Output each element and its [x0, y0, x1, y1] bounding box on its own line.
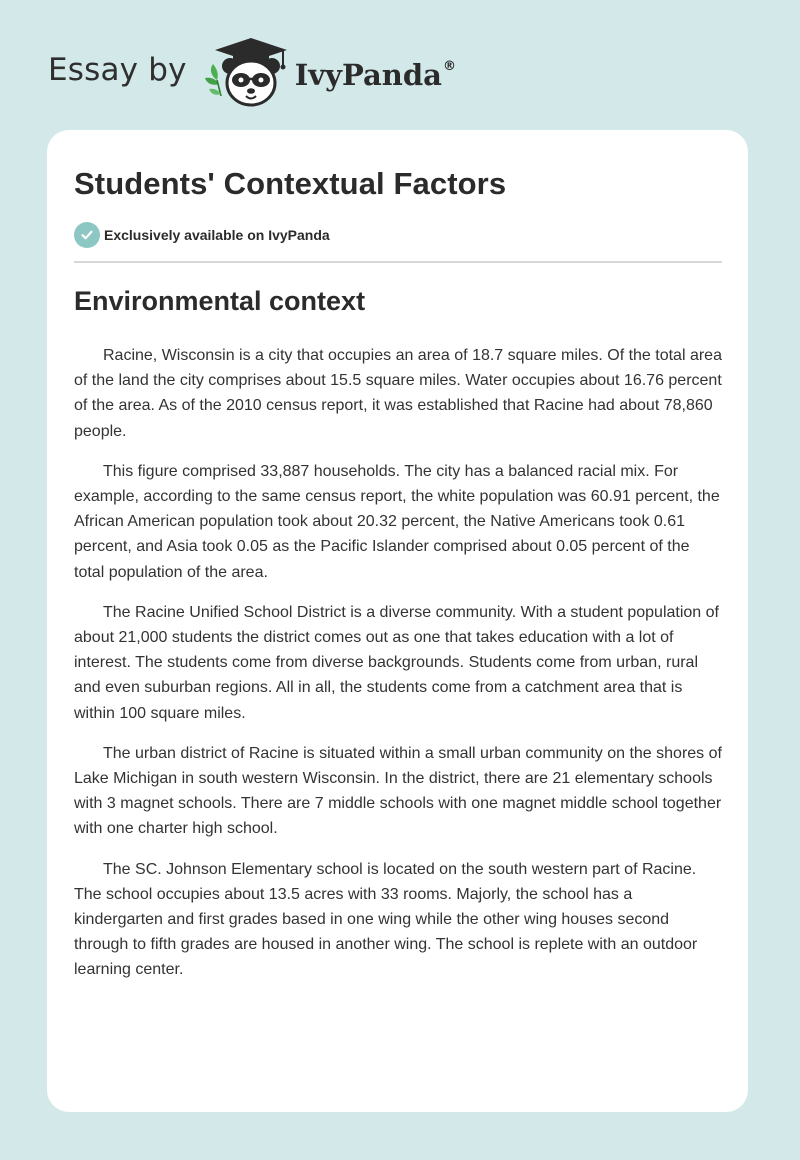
- exclusive-badge: [74, 222, 330, 248]
- brand-name-text: IvyPanda: [294, 58, 442, 92]
- paragraph: This figure comprised 33,887 households. The city has a balanced racial mix. For example, according to the same census report, the white population was 60.91 percent, the African American population took about 20.32 percent, the Native Americans took 0.61 percent, and Asia took 0.05 as the Pacific Islander comprised about 0.05 percent of the total population of the area.: [74, 462, 720, 581]
- check-circle-icon: [74, 222, 100, 248]
- panda-graduate-logo-icon: [203, 36, 291, 112]
- essay-card: [47, 130, 748, 1112]
- registered-mark: ®: [442, 59, 456, 75]
- exclusive-badge-text: Exclusively available on IvyPanda: [104, 227, 330, 243]
- brand-header[interactable]: [48, 34, 456, 114]
- section-heading: Environmental context: [74, 286, 366, 316]
- paragraph: Racine, Wisconsin is a city that occupies an area of 18.7 square miles. Of the total area of the land the city comprises about 15.5 square miles. Water occupies about 16.76 percent of the area. As of the 2010 census report, it was established that Racine had about 78,860 people.: [74, 347, 722, 440]
- brand-name: [295, 58, 456, 92]
- brand-prefix: Essay by: [48, 52, 187, 88]
- page-title: Students' Contextual Factors: [74, 166, 507, 201]
- title-divider: [74, 261, 722, 263]
- paragraph: The urban district of Racine is situated within a small urban community on the shores of Lake Michigan in south western Wisconsin. In the district, there are 21 elementary schools with 3 magnet schools. There are 7 middle schools with one magnet middle school together with one charter high school.: [74, 744, 722, 838]
- essay-body: [74, 343, 724, 998]
- paragraph: The SC. Johnson Elementary school is located on the south western part of Racine. The school occupies about 13.5 acres with 33 rooms. Majorly, the school has a kindergarten and first grades based in one wing while the other wing houses second through to fifth grades are housed in another wing. The school is replete with an outdoor learning center.: [74, 860, 698, 979]
- paragraph: The Racine Unified School District is a diverse community. With a student population of about 21,000 students the district comes out as one that takes education with a lot of interest. The students come from diverse backgrounds. Students come from urban, rural and even suburban regions. All in all, the students come from a catchment area that is within 100 square miles.: [74, 603, 719, 722]
